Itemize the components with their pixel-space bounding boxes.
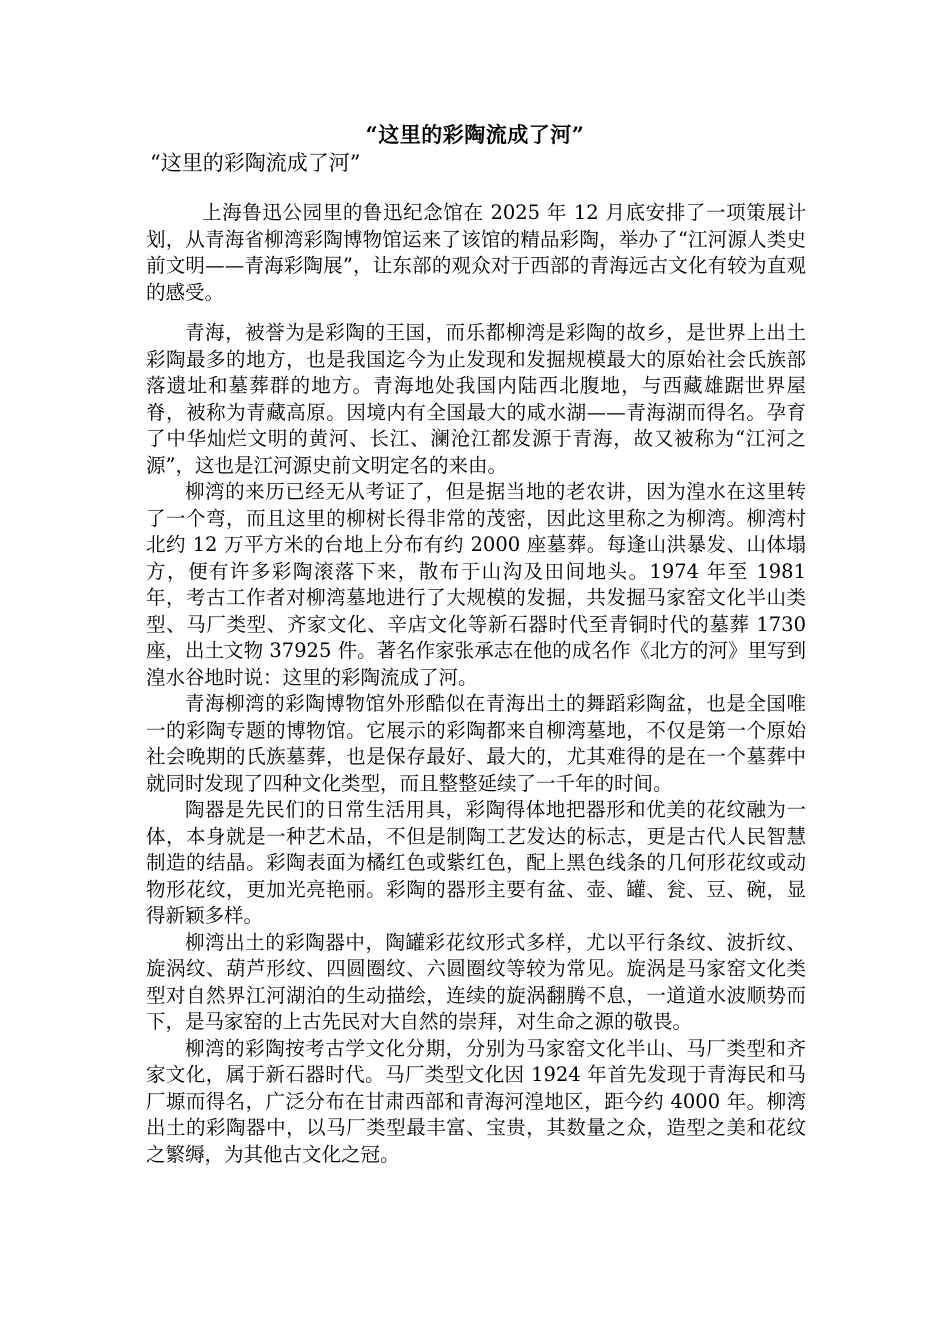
document-subtitle: “这里的彩陶流成了河” bbox=[150, 151, 361, 175]
document-title: “这里的彩陶流成了河” bbox=[365, 122, 585, 147]
intro-paragraph: 上海鲁迅公园里的鲁迅纪念馆在 2025 年 12 月底安排了一项策展计划，从青海省柳湾彩陶博物馆运来了该馆的精品彩陶，举办了“江河源人类史前文明——青海彩陶展”，让东部的观众对于西部的青海远古文化有较为直观的感受。 bbox=[146, 201, 806, 304]
article-body bbox=[146, 320, 806, 1168]
paragraph-1: 青海，被誉为是彩陶的王国，而乐都柳湾是彩陶的故乡，是世界上出土彩陶最多的地方，也是我国迄今为止发现和发掘规模最大的原始社会氏族部落遗址和墓葬群的地方。青海地处我国内陆西北腹地，与西藏雄踞世界屋脊，被称为青藏高原。因境内有全国最大的咸水湖——青海湖而得名。孕育了中华灿烂文明的黄河、长江、澜沧江都发源于青海，故又被称为“江河之源”，这也是江河源史前文明定名的来由。 bbox=[146, 321, 806, 477]
paragraph-6: 柳湾的彩陶按考古学文化分期，分别为马家窑文化半山、马厂类型和齐家文化，属于新石器时代。马厂类型文化因 1924 年首先发现于青海民和马厂塬而得名，广泛分布在甘肃西部和青海河湟地区，距今约 4000 年。柳湾出土的彩陶器中，以马厂类型最丰富、宝贵，其数量之众，造型之美和花纹之繁缛，为其他古文化之冠。 bbox=[146, 1036, 806, 1166]
paragraph-3: 青海柳湾的彩陶博物馆外形酷似在青海出土的舞蹈彩陶盆，也是全国唯一的彩陶专题的博物馆。它展示的彩陶都来自柳湾墓地，不仅是第一个原始社会晚期的氏族墓葬，也是保存最好、最大的，尤其难得的是在一个墓葬中就同时发现了四种文化类型，而且整整延续了一千年的时间。 bbox=[146, 692, 806, 795]
paragraph-4: 陶器是先民们的日常生活用具，彩陶得体地把器形和优美的花纹融为一体，本身就是一种艺术品，不但是制陶工艺发达的标志，更是古代人民智慧制造的结晶。彩陶表面为橘红色或紫红色，配上黑色线条的几何形花纹或动物形花纹，更加光亮艳丽。彩陶的器形主要有盆、壶、罐、瓮、豆、碗，显得新颖多样。 bbox=[146, 798, 806, 927]
paragraph-5: 柳湾出土的彩陶器中，陶罐彩花纹形式多样，尤以平行条纹、波折纹、旋涡纹、葫芦形纹、四圆圈纹、六圆圈纹等较为常见。旋涡是马家窑文化类型对自然界江河湖泊的生动描绘，连续的旋涡翻腾不息，一道道水波顺势而下，是马家窑的上古先民对大自然的崇拜，对生命之源的敬畏。 bbox=[146, 930, 806, 1033]
paragraph-2: 柳湾的来历已经无从考证了，但是据当地的老农讲，因为湟水在这里转了一个弯，而且这里的柳树长得非常的茂密，因此这里称之为柳湾。柳湾村北约 12 万平方米的台地上分布有约 2000 座墓葬。每逢山洪暴发、山体塌方，便有许多彩陶滚落下来，散布于山沟及田间地头。1974 年至 1981 年，考古工作者对柳湾墓地进行了大规模的发掘，共发掘马家窑文化半山类型、马厂类型、齐家文化、辛店文化等新石器时代至青铜时代的墓葬 1730 座，出土文物 37925 件。著名作家张承志在他的成名作《北方的河》里写到湟水谷地时说：这里的彩陶流成了河。 bbox=[146, 480, 806, 689]
intro-block bbox=[146, 200, 806, 306]
